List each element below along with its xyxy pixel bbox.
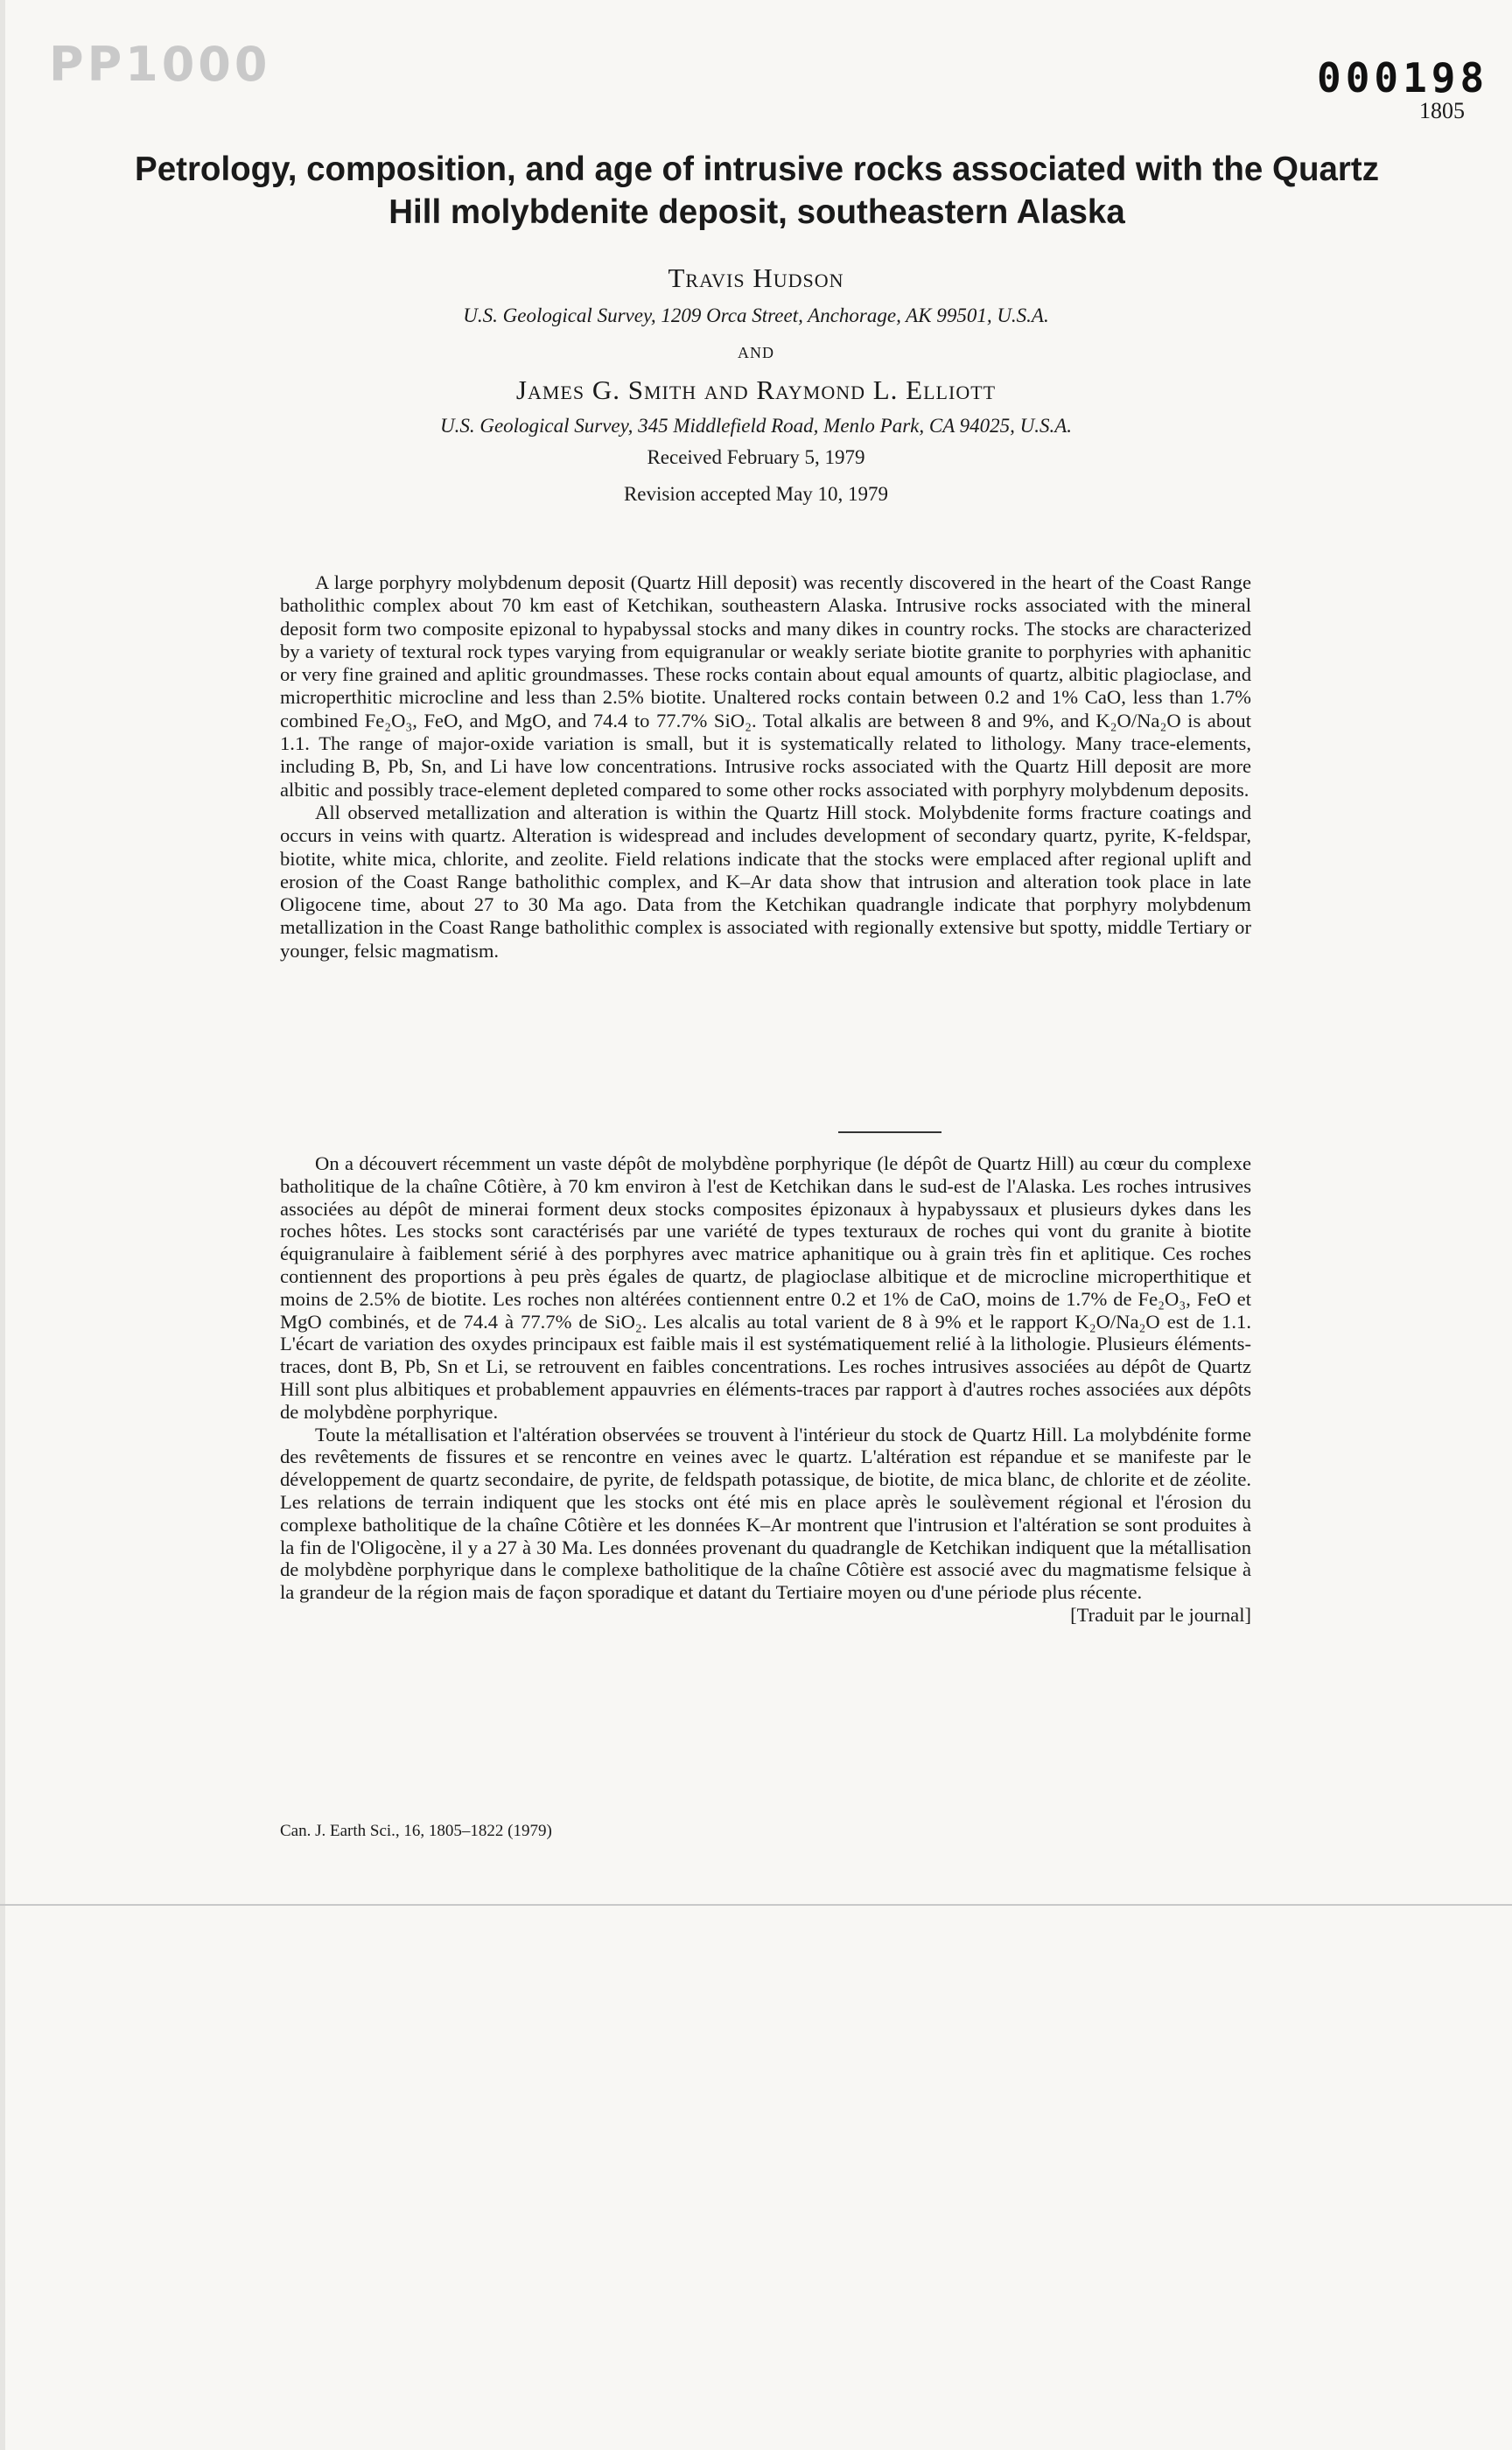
author-secondary: James G. Smith and Raymond L. Elliott [515, 374, 997, 405]
affiliation-primary: U.S. Geological Survey, 1209 Orca Street, Anchorage, AK 99501, U.S.A. [463, 304, 1049, 326]
affiliation-secondary: U.S. Geological Survey, 345 Middlefield Road, Menlo Park, CA 94025, U.S.A. [439, 415, 1073, 437]
abstract-paragraph-1: A large porphyry molybdenum deposit (Quartz Hill deposit) was recently discovered in the heart of the Coast Range batholithic complex about 70 km east of Ketchikan, southeastern Alaska. Intrusive rocks associated with the mineral deposit form two composite epizonal to hypabyssal stocks and many dikes in country rocks. The stocks are characterized by a variety of textural rock types varying from equigranular or weakly seriate biotite granite to porphyries with aphanitic or very fine grained and aplitic groundmasses. These rocks contain about equal amounts of quartz, albitic plagioclase, and microperthitic microcline and less than 2.5% biotite. Unaltered rocks contain between 0.2 and 1% CaO, less than 1.7% combined Fe₂O₃, FeO, and MgO, and 74.4 to 77.7% SiO₂. Total alkalis are between 8 and 9%, and K₂O/Na₂O is about 1.1. The range of major-oxide variation is small, but it is systematically related to lithology. Many trace-elements, including B, Pb, Sn, and Li have low concentrations. Intrusive rocks associated with the Quartz Hill deposit are more albitic and possibly trace-element depleted compared to some other rocks associated with porphyry molybdenum deposits. [280, 571, 1251, 801]
received-date: Received February 5, 1979 [647, 446, 865, 468]
author-primary: Travis Hudson [668, 262, 844, 293]
abstract-paragraph-2: All observed metallization and alteration is within the Quartz Hill stock. Molybdenite forms fracture coatings and occurs in veins with quartz. Alteration is widespread and includes development of secondary quartz, pyrite, K-feldspar, biotite, white mica, chlorite, and zeolite. Field relations indicate that the stocks were emplaced after regional uplift and erosion of the Coast Range batholithic complex, and K–Ar data show that intrusion and alteration took place in late Oligocene time, about 27 to 30 Ma ago. Data from the Ketchikan quadrangle indicate that porphyry molybdenum metallization in the Coast Range batholithic complex is associated with regionally extensive but spotty, middle Tertiary or younger, felsic magmatism. [280, 801, 1251, 962]
document-stamp-number: 000198 [1317, 54, 1489, 102]
handwritten-mark: PP1000 [49, 37, 271, 92]
and-separator: and [738, 340, 774, 363]
resume-paragraph-1: On a découvert récemment un vaste dépôt de molybdène porphyrique (le dépôt de Quartz Hill) au cœur du complexe batholitique de la chaîne Côtière, à 70 km environ à l'est de Ketchikan dans le sud-est de l'Alaska. Les roches intrusives associées au dépôt de minerai forment deux stocks composites épizonaux à hypabyssaux et plusieurs dykes dans les roches hôtes. Les stocks sont caractérisés par une variété de types texturaux de roches qui vont du granite à biotite équigranulaire à faiblement sérié à des porphyres avec matrice aphanitique ou à grain très fin et aplitique. Ces roches contiennent des proportions à peu près égales de quartz, de plagioclase albitique et de microcline microperthitique et moins de 2.5% de biotite. Les roches non altérées contiennent entre 0.2 et 1% de CaO, moins de 1.7% de Fe₂O₃, FeO et MgO combinés, et de 74.4 à 77.7% de SiO₂. Les alcalis au total varient de 8 à 9% et le rapport K₂O/Na₂O est de 1.1. L'écart de variation des oxydes principaux est faible mais il est systématiquement relié à la lithologie. Plusieurs éléments-traces, dont B, Pb, Sn et Li, se retrouvent en faibles concentrations. Les roches intrusives associées au dépôt de Quartz Hill sont plus albitiques et probablement appauvries en éléments-traces par rapport à d'autres roches associées aux dépôts de molybdène porphyrique. [280, 1152, 1251, 1423]
page-fold-line [0, 1904, 1512, 1906]
page-number: 1805 [1419, 98, 1465, 123]
resume-paragraph-2: Toute la métallisation et l'altération observées se trouvent à l'intérieur du stock de Quartz Hill. La molybdénite forme des revêtements de fissures et se rencontre en veines avec le quartz. L'altération est répandue et se manifeste par le développement de quartz secondaire, de pyrite, de feldspath potassique, de biotite, de mica blanc, de chlorite et de zéolite. Les relations de terrain indiquent que les stocks ont été mis en place après le soulèvement régional et l'érosion du complexe batholitique de la chaîne Côtière et les données K–Ar montrent que l'intrusion et l'altération se sont produites à la fin de l'Oligocène, il y a 27 à 30 Ma. Les données provenant du quadrangle de Ketchikan indiquent que la métallisation de molybdène porphyrique dans le complexe batholitique de la chaîne Côtière est associé avec du magmatisme felsique à la grandeur de la région mais de façon sporadique et datant du Tertiaire moyen ou d'une période plus récente. [280, 1423, 1251, 1604]
revision-date: Revision accepted May 10, 1979 [623, 483, 889, 505]
journal-citation: Can. J. Earth Sci., 16, 1805–1822 (1979) [280, 1822, 552, 1840]
section-divider [838, 1131, 942, 1133]
page-edge [0, 0, 5, 2450]
translator-note: [Traduit par le journal] [1070, 1603, 1251, 1626]
article-title: Petrology, composition, and age of intrusive rocks associated with the Quartz Hill molybdenite deposit, southeastern Alaska [135, 150, 1379, 231]
abstract-french [280, 1152, 1251, 1627]
abstract-english [280, 571, 1251, 962]
